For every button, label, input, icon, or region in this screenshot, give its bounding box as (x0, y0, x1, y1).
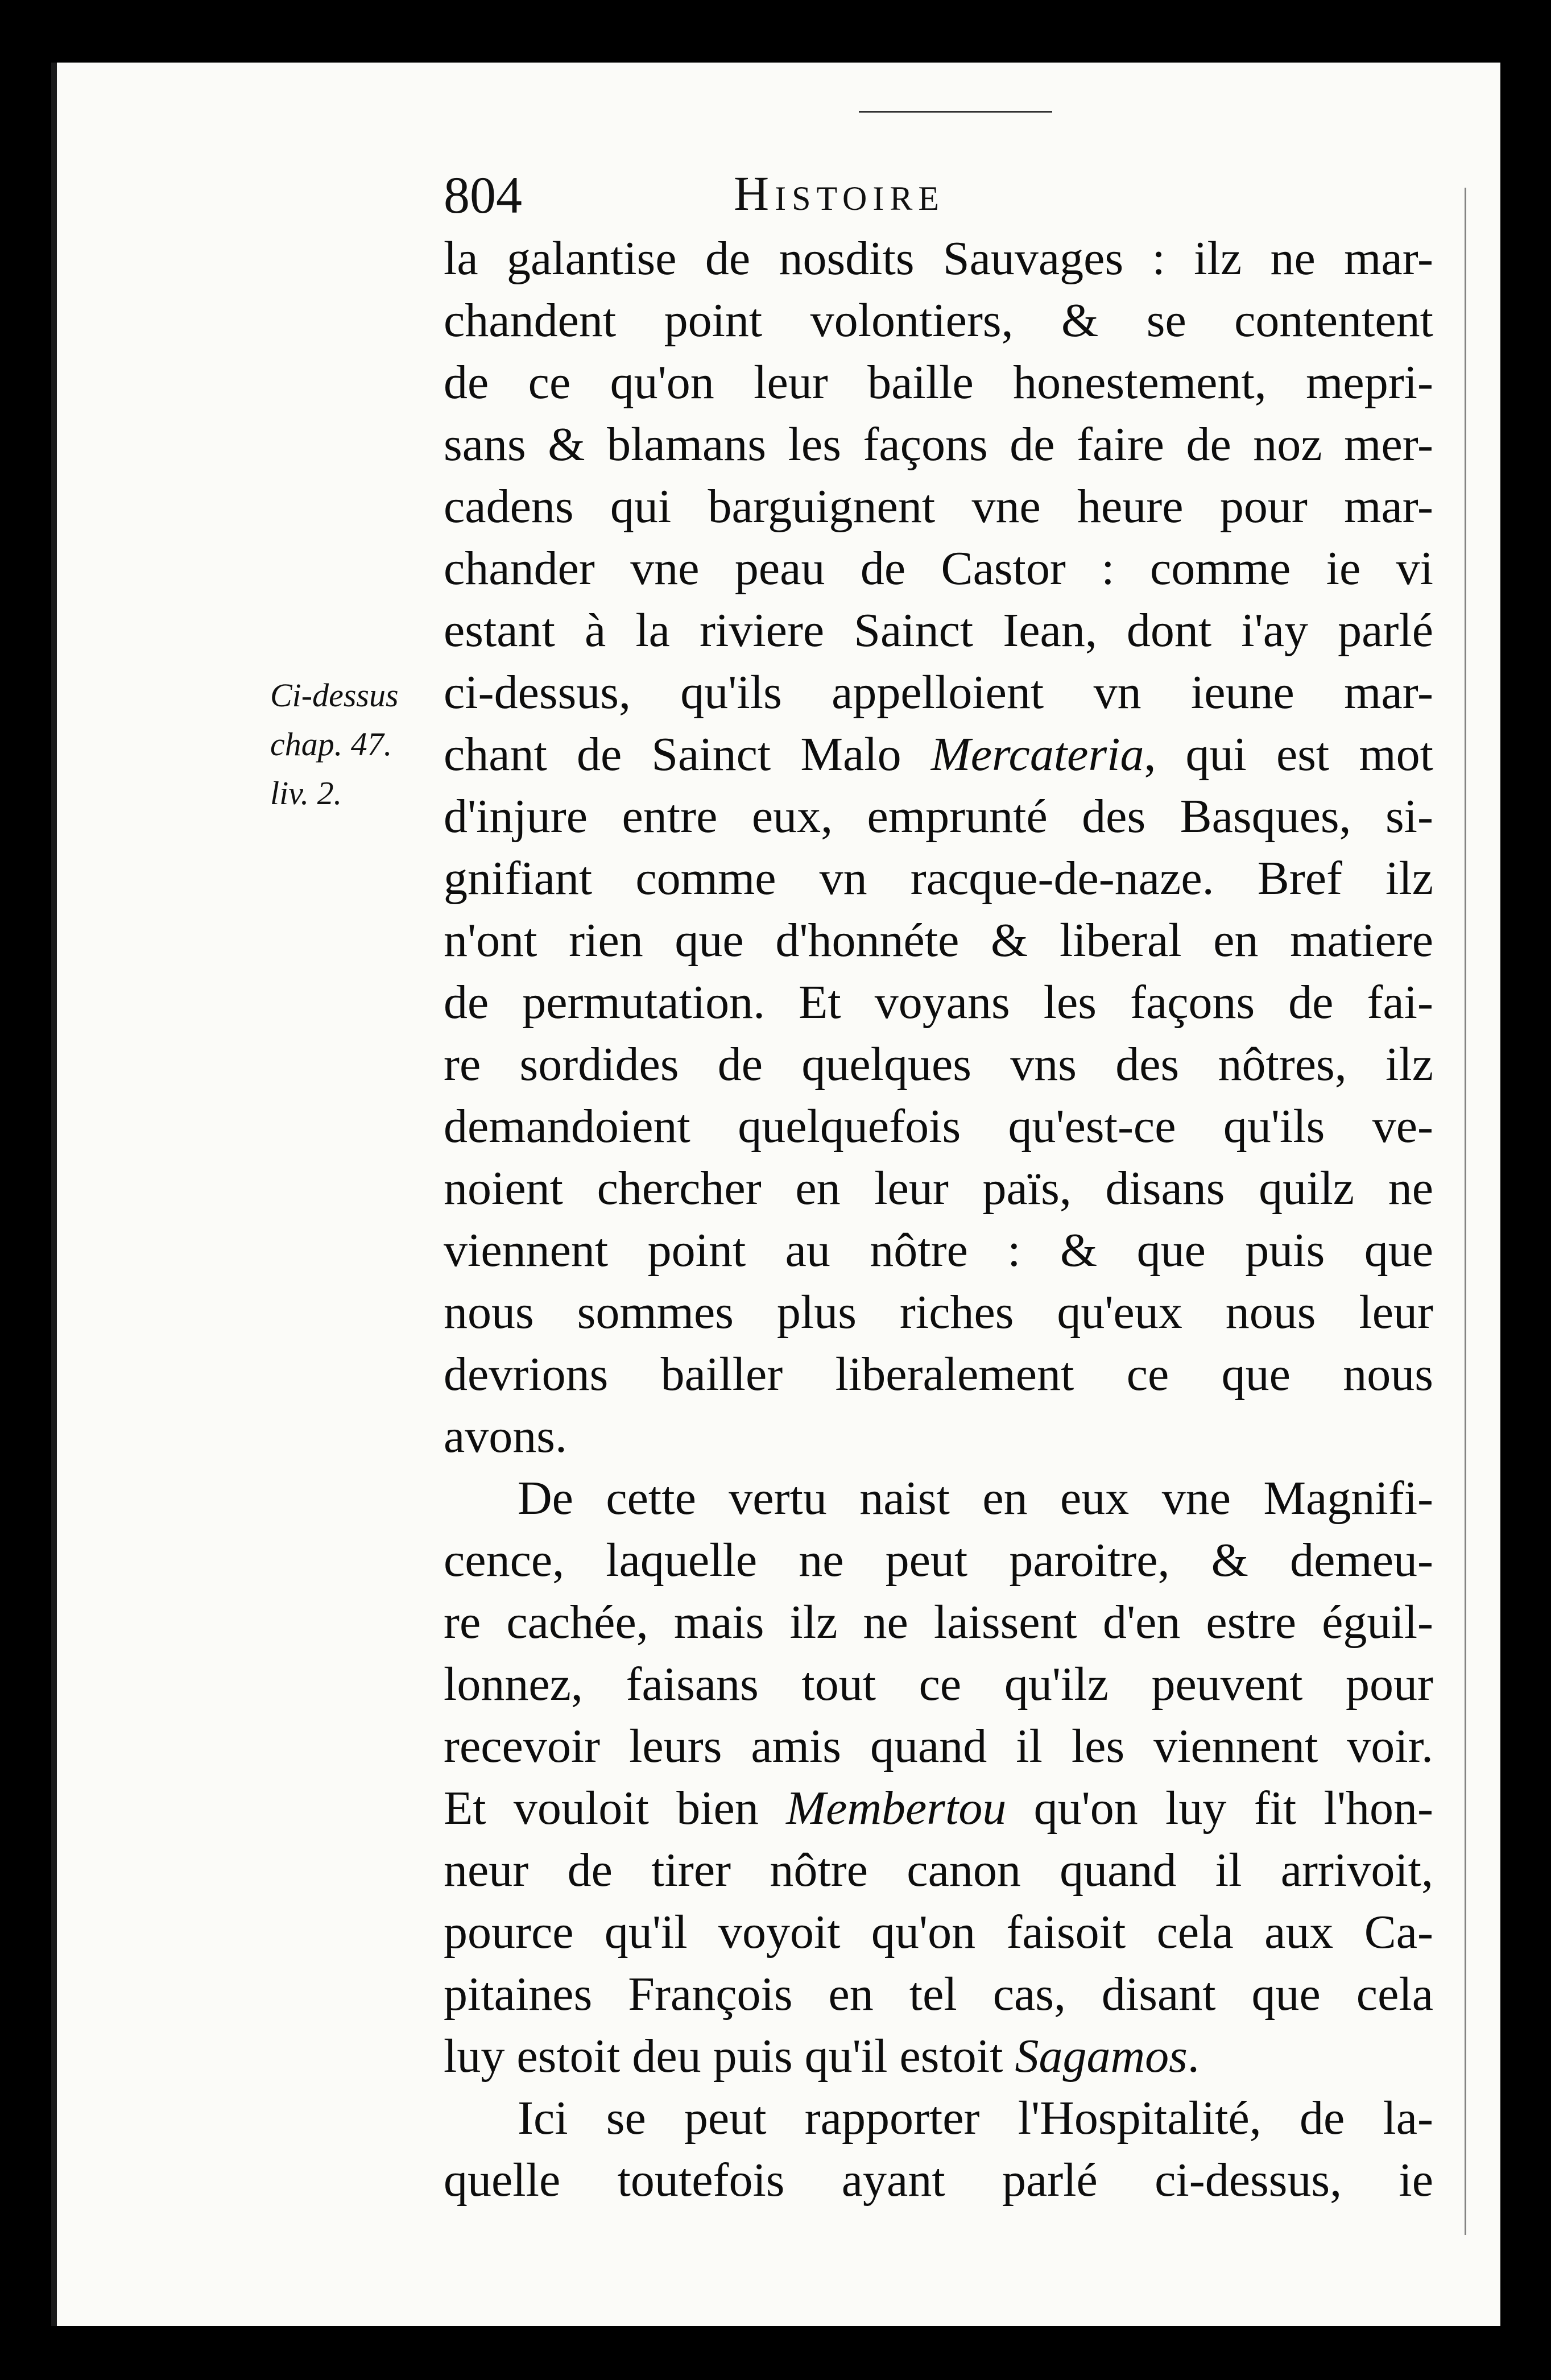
text-line: luy estoit deu puis qu'il estoit Sagamos. (444, 2030, 1200, 2083)
text-line: devrions bailler liberalement ce que nous (444, 1348, 1433, 1401)
text-line: ci-dessus, qu'ils appelloient vn ieune mar- (444, 666, 1433, 719)
text-line: gnifiant comme vn racque-de-naze. Bref ilz (444, 852, 1433, 905)
text-line: De cette vertu naist en eux vne Magnifi- (518, 1472, 1433, 1525)
text-line: re sordides de quelques vns des nôtres, ilz (444, 1038, 1433, 1091)
running-head-title: Histoire (734, 166, 945, 221)
text-line: quelle toutefois ayant parlé ci-dessus, ie (444, 2154, 1433, 2207)
text-line: Et vouloit bien Membertou qu'on luy fit l'hon- (444, 1782, 1433, 1835)
text-line: recevoir leurs amis quand il les viennent voir. (444, 1720, 1433, 1773)
text-line: Ici se peut rapporter l'Hospitalité, de la- (518, 2092, 1433, 2145)
text-line: d'injure entre eux, emprunté des Basques, si- (444, 790, 1433, 843)
text-line: sans & blamans les façons de faire de noz mer- (444, 418, 1433, 471)
text-line: n'ont rien que d'honnéte & liberal en matiere (444, 914, 1433, 967)
body-text (444, 227, 1433, 2211)
text-line: demandoient quelquefois qu'est-ce qu'ils ve- (444, 1100, 1433, 1153)
italic-term: Membertou (786, 1782, 1007, 1835)
text-line: pource qu'il voyoit qu'on faisoit cela aux Ca- (444, 1906, 1433, 1959)
text-line: cadens qui barguignent vne heure pour mar- (444, 480, 1433, 533)
italic-term: Mercateria (930, 728, 1144, 781)
text-line: estant à la riviere Sainct Iean, dont i'ay parlé (444, 604, 1433, 657)
text-line: neur de tirer nôtre canon quand il arrivoit, (444, 1844, 1433, 1897)
text-line: noient chercher en leur païs, disans quilz ne (444, 1162, 1433, 1215)
text-line: nous sommes plus riches qu'eux nous leur (444, 1286, 1433, 1339)
text-line: chander vne peau de Castor : comme ie vi (444, 542, 1433, 595)
marginal-note-line: chap. 47. (270, 726, 392, 763)
text-line: avons. (444, 1410, 567, 1463)
marginal-note-line: liv. 2. (270, 775, 342, 812)
text-line: pitaines François en tel cas, disant que cela (444, 1968, 1433, 2021)
text-line: de ce qu'on leur baille honestement, mepri- (444, 356, 1433, 409)
text-line: chant de Sainct Malo Mercateria, qui est mot (444, 728, 1433, 781)
text-line: la galantise de nosdits Sauvages : ilz ne mar- (444, 232, 1433, 285)
text-line: re cachée, mais ilz ne laissent d'en estre éguil- (444, 1596, 1433, 1649)
page-edge-line (1465, 188, 1466, 2235)
text-line: viennent point au nôtre : & que puis que (444, 1224, 1433, 1277)
text-line: de permutation. Et voyans les façons de fai- (444, 976, 1433, 1029)
marginal-note (270, 671, 452, 818)
text-line: chandent point volontiers, & se contentent (444, 294, 1433, 347)
text-line: cence, laquelle ne peut paroitre, & demeu- (444, 1534, 1433, 1587)
marginal-note-line: Ci-dessus (270, 677, 399, 714)
italic-term: Sagamos (1015, 2030, 1188, 2083)
text-line: lonnez, faisans tout ce qu'ilz peuvent pour (444, 1658, 1433, 1711)
page-number: 804 (444, 166, 522, 224)
top-rule (859, 111, 1052, 113)
book-page (51, 63, 1500, 2326)
